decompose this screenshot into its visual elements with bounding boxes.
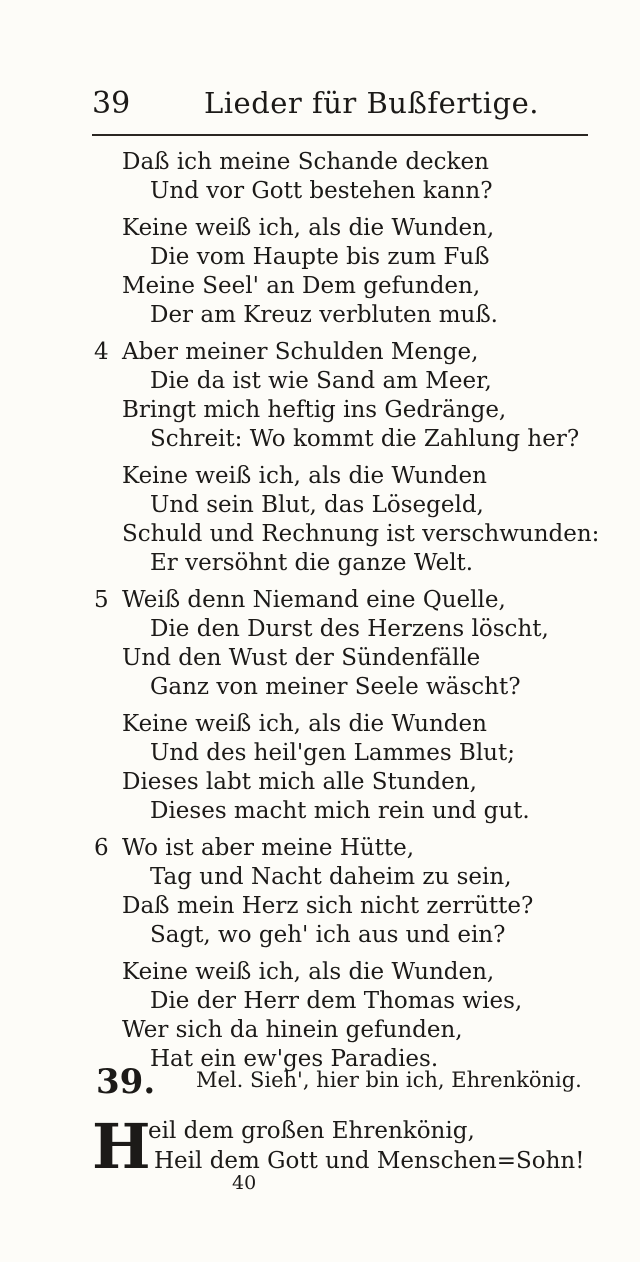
verse-line xyxy=(0,834,640,863)
verse-text: Aber meiner Schulden Menge, xyxy=(122,339,479,365)
verse-text: Ganz von meiner Seele wäscht? xyxy=(150,674,521,700)
verse-text: Der am Kreuz verbluten muß. xyxy=(150,302,498,328)
stanza xyxy=(0,958,640,1074)
verse-line xyxy=(0,177,640,206)
verse-text: Keine weiß ich, als die Wunden xyxy=(122,711,487,737)
verse-text: Die der Herr dem Thomas wies, xyxy=(150,988,523,1014)
verse-line xyxy=(0,243,640,272)
verse-text: Schuld und Rechnung ist verschwunden: xyxy=(122,521,600,547)
verse-line xyxy=(0,644,640,673)
verse-line xyxy=(0,863,640,892)
verse-line xyxy=(0,710,640,739)
verse-line xyxy=(0,148,640,177)
verse-text: Tag und Nacht daheim zu sein, xyxy=(150,864,512,890)
stanza xyxy=(0,586,640,702)
verse-line xyxy=(0,586,640,615)
verse-line xyxy=(0,958,640,987)
verse-text: Sagt, wo geh' ich aus und ein? xyxy=(150,922,506,948)
verse-line xyxy=(0,987,640,1016)
verse-text: Und den Wust der Sündenfälle xyxy=(122,645,481,671)
stanza-number: 6 xyxy=(94,835,109,861)
stanza xyxy=(0,214,640,330)
verse-line xyxy=(0,768,640,797)
stanza xyxy=(0,710,640,826)
verse-text: Keine weiß ich, als die Wunden xyxy=(122,463,487,489)
verse-text: Die den Durst des Herzens löscht, xyxy=(150,616,549,642)
verse-line xyxy=(0,272,640,301)
verse-line xyxy=(0,797,640,826)
stanza xyxy=(0,834,640,950)
verse-text: Dieses labt mich alle Stunden, xyxy=(122,769,477,795)
verse-line xyxy=(0,462,640,491)
verse-line xyxy=(0,367,640,396)
verse-text: Wer sich da hinein gefunden, xyxy=(122,1017,463,1043)
verse-text: Die da ist wie Sand am Meer, xyxy=(150,368,492,394)
verse-text: Dieses macht mich rein und gut. xyxy=(150,798,530,824)
hymn-number: 39. xyxy=(96,1062,156,1102)
stanza xyxy=(0,462,640,578)
verse-line xyxy=(0,491,640,520)
hymn-line: eil dem großen Ehrenkönig, xyxy=(148,1118,475,1144)
verse-text: Die vom Haupte bis zum Fuß xyxy=(150,244,490,270)
verse-line xyxy=(0,921,640,950)
verse-text: Und sein Blut, das Lösegeld, xyxy=(150,492,484,518)
hymn-opening xyxy=(92,1110,592,1186)
verse-line xyxy=(0,338,640,367)
verse-line xyxy=(0,1016,640,1045)
verse-line xyxy=(0,214,640,243)
verse-text: Hat ein ew'ges Paradies. xyxy=(150,1046,439,1072)
verse-line xyxy=(0,549,640,578)
verse-line xyxy=(0,892,640,921)
verse-text: Und des heil'gen Lammes Blut; xyxy=(150,740,515,766)
sheet-number: 40 xyxy=(232,1172,257,1194)
verse-text: Daß ich meine Schande decken xyxy=(122,149,489,175)
melody-reference: Mel. Sieh', hier bin ich, Ehrenkönig. xyxy=(196,1068,582,1092)
verse-text: Keine weiß ich, als die Wunden, xyxy=(122,215,495,241)
verse-line xyxy=(0,301,640,330)
verse-text: Daß mein Herz sich nicht zerrütte? xyxy=(122,893,534,919)
stanza-number: 5 xyxy=(94,587,109,613)
verse-text: Wo ist aber meine Hütte, xyxy=(122,835,415,861)
verse-line xyxy=(0,615,640,644)
stanza-number: 4 xyxy=(94,339,109,365)
hymn-heading xyxy=(92,1062,592,1102)
header-rule xyxy=(92,134,588,136)
verse-line xyxy=(0,673,640,702)
page-number: 39 xyxy=(92,86,131,121)
verses xyxy=(0,148,640,1082)
verse-text: Schreit: Wo kommt die Zahlung her? xyxy=(150,426,580,452)
verse-text: Weiß denn Niemand eine Quelle, xyxy=(122,587,506,613)
page-header xyxy=(92,86,592,126)
verse-text: Er versöhnt die ganze Welt. xyxy=(150,550,474,576)
running-title: Lieder für Bußfertige. xyxy=(204,86,539,120)
drop-cap-initial: H xyxy=(92,1110,151,1183)
stanza xyxy=(0,148,640,206)
verse-line xyxy=(0,396,640,425)
verse-text: Bringt mich heftig ins Gedränge, xyxy=(122,397,507,423)
verse-line xyxy=(0,520,640,549)
stanza xyxy=(0,338,640,454)
hymn-line: Heil dem Gott und Menschen=Sohn! xyxy=(154,1148,585,1174)
verse-line xyxy=(0,425,640,454)
verse-text: Meine Seel' an Dem gefunden, xyxy=(122,273,481,299)
verse-text: Und vor Gott bestehen kann? xyxy=(150,178,493,204)
verse-text: Keine weiß ich, als die Wunden, xyxy=(122,959,495,985)
verse-line xyxy=(0,739,640,768)
